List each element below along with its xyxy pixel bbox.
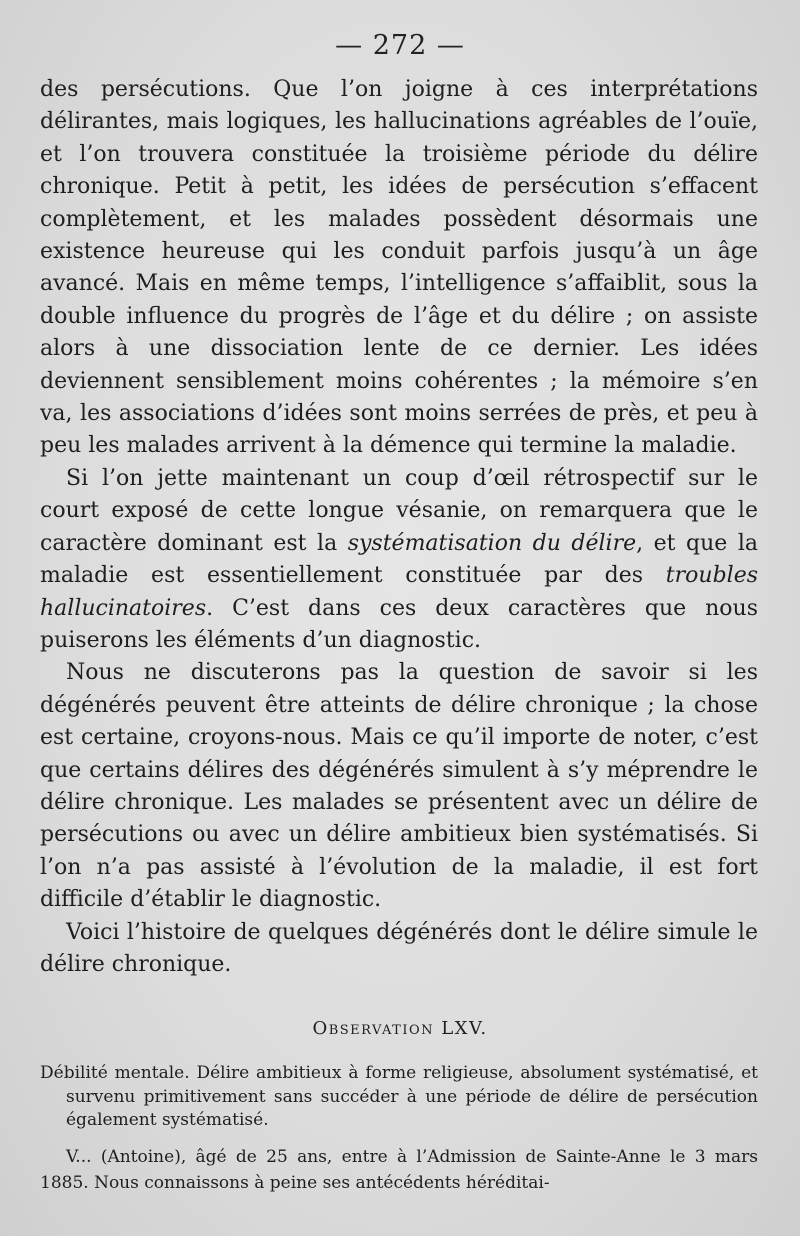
observation-summary: Débilité mentale. Délire ambitieux à forme religieuse, absolument systématisé, et survenu primitivement sans succéder à une période de délire de persécution également systématisé. [40, 1063, 758, 1130]
main-text [40, 74, 758, 981]
text-segment: Si l’on jette maintenant un coup d’œil rétrospectif sur le court exposé de cette longue vésanie, on remarquera que le caractère dominant est la [40, 465, 758, 556]
observation-block [40, 1062, 758, 1196]
text-segment: , et que la maladie est essentiellement constituée par des [40, 530, 758, 589]
paragraph-2 [40, 463, 758, 657]
observation-title: Observation LXV. [312, 1018, 488, 1039]
italic-term: troubles hallucinatoires [40, 563, 758, 621]
text-segment: des persécutions. Que l’on joigne à ces interprétations délirantes, mais logiques, les hallucinations agréables de l’ouïe, et l’on trouvera constituée la troisième période du délire chronique. Petit à petit, les idées de persécution s’effacent complètement, et les malades possèdent désormais une existence heureuse qui les conduit parfois jusqu’à un âge avancé. Mais en même temps, l’intelligence s’affaiblit, sous la double influence du progrès de l’âge et du délire ; on assiste alors à une dissociation lente de ce dernier. Les idées deviennent sensiblement moins cohérentes ; la mémoire s’en va, les associations d’idées sont moins serrées de près, et peu à peu les malades arrivent à la démence qui termine la maladie. [40, 77, 758, 459]
text-segment: Voici l’histoire de quelques dégénérés dont le délire simule le délire chronique. [40, 919, 758, 977]
text-segment: . C’est dans ces deux caractères que nous puiserons les éléments d’un diagnostic. [40, 595, 758, 653]
paragraph-3 [40, 657, 758, 916]
paragraph-1 [40, 74, 758, 463]
text-segment: Nous ne discuterons pas la question de savoir si les dégénérés peuvent être atteints de délire chronique ; la chose est certaine, croyons-nous. Mais ce qu’il importe de noter, c’est que certains délires des dégénérés simulent à s’y méprendre le délire chronique. Les malades se présentent avec un délire de persécutions ou avec un délire ambitieux bien systématisés. Si l’on n’a pas assisté à l’évolution de la maladie, il est fort difficile d’établir le diagnostic. [40, 660, 758, 913]
page-number: — 272 — [335, 30, 465, 61]
observation-case-text: V... (Antoine), âgé de 25 ans, entre à l’Admission de Sainte-Anne le 3 mars 1885. Nous connaissons à peine ses antécédents héréditai- [40, 1146, 758, 1193]
italic-term: systématisation du délire [347, 530, 637, 556]
paragraph-4 [40, 917, 758, 982]
